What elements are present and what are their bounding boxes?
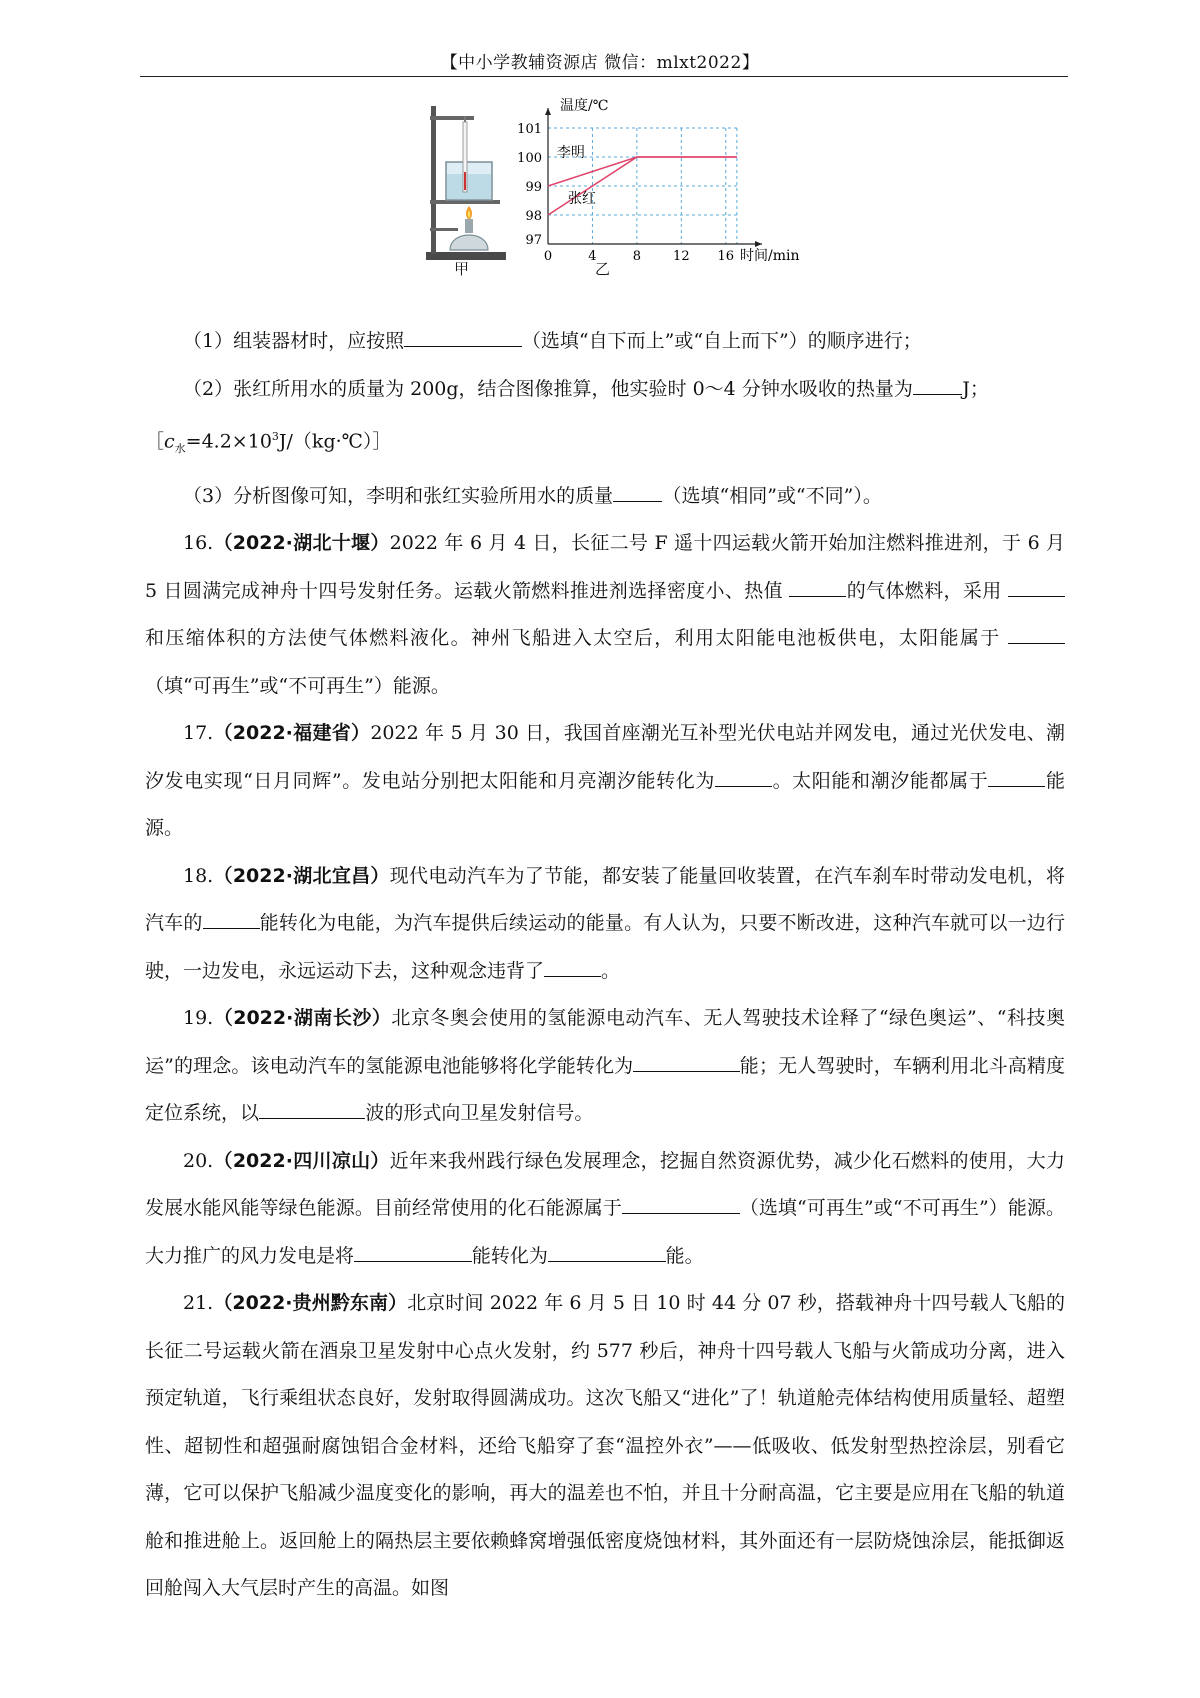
answer-blank[interactable] <box>913 374 962 395</box>
x-tick-label: 4 <box>588 249 597 264</box>
label-yi: 乙 <box>595 260 611 278</box>
question-20: 20.（2022·四川凉山）近年来我州践行绿色发展理念，挖掘自然资源优势，减少化石燃料的使用，大力发展水能风能等绿色能源。目前经常使用的化石能源属于 （选填“可再生”或“不可再生”）能源。大力推广的风力发电是将 能转化为 能。 <box>145 1149 1065 1267</box>
header-divider <box>140 76 1068 77</box>
x-axis-label: 时间/min <box>740 248 800 264</box>
q15-part2: （2）张红所用水的质量为 200g，结合图像推算，他实验时 0～4 分钟水吸收的热量为 J； <box>145 366 1065 414</box>
y-tick-label: 101 <box>517 122 542 137</box>
answer-blank[interactable] <box>789 576 846 597</box>
series-label: 李明 <box>556 145 585 161</box>
y-tick-label: 97 <box>525 233 542 248</box>
experiment-figure <box>420 96 810 306</box>
x-tick-label: 12 <box>673 249 690 264</box>
x-axis-arrow <box>755 241 762 247</box>
series-label: 张红 <box>568 190 596 207</box>
answer-blank[interactable] <box>544 956 601 977</box>
answer-blank[interactable] <box>1008 623 1065 644</box>
question-source: （2022·湖北十堰） <box>213 532 390 555</box>
answer-blank[interactable] <box>404 326 522 347</box>
page-header: 【中小学教辅资源店 微信：mlxt2022】 <box>440 53 760 73</box>
answer-blank[interactable] <box>1008 576 1065 597</box>
question-source: （2022·福建省） <box>213 722 371 745</box>
label-jia: 甲 <box>454 260 470 278</box>
q15-specific-heat: $[c_水=4.2\times 10^3J/(kg\cdot℃)]$ <box>145 430 392 456</box>
apparatus-illustration <box>420 102 510 272</box>
answer-blank[interactable] <box>622 1193 740 1214</box>
question-source: （2022·湖南长沙） <box>213 1007 392 1030</box>
x-tick-label: 0 <box>543 249 553 264</box>
answer-blank[interactable] <box>633 1051 739 1072</box>
x-tick-label: 16 <box>717 249 735 264</box>
question-16: 16.（2022·湖北十堰）2022 年 6 月 4 日，长征二号 F 遥十四运载火箭开始加注燃料推进剂，于 6 月 5 日圆满完成神舟十四号发射任务。运载火箭燃料推进剂选择密度小、热值 的气体燃料，采用 和压缩体积的方法使气体燃料液化。神州飞船进入太空后，利用太阳能电池板供电，太阳能属于 （填“可再生”或“不可再生”）能源。 <box>145 532 1065 697</box>
question-source: （2022·湖北宜昌） <box>213 864 390 887</box>
y-axis-arrow <box>545 108 551 115</box>
q15-part3: （3）分析图像可知，李明和张红实验所用水的质量 （选填“相同”或“不同”）。 <box>145 473 1065 521</box>
answer-blank[interactable] <box>988 766 1045 787</box>
answer-blank[interactable] <box>548 1241 666 1262</box>
y-tick-label: 99 <box>525 180 542 195</box>
question-source: （2022·四川凉山） <box>213 1149 390 1172</box>
q15-part1: （1）组装器材时，应按照 （选填“自下而上”或“自上而下”）的顺序进行； <box>145 318 1065 366</box>
question-19: 19.（2022·湖南长沙）北京冬奥会使用的氢能源电动汽车、无人驾驶技术诠释了“绿色奥运”、“科技奥运”的理念。该电动汽车的氢能源电池能够将化学能转化为 能；无人驾驶时，车辆利用北斗高精度定位系统，以 波的形式向卫星发射信号。 <box>145 1007 1065 1125</box>
question-source: （2022·贵州黔东南） <box>213 1292 408 1315</box>
question-21: 21.（2022·贵州黔东南）北京时间 2022 年 6 月 5 日 10 时 44 分 07 秒，搭载神舟十四号载人飞船的长征二号运载火箭在酒泉卫星发射中心点火发射，约 577 秒后，神舟十四号载人飞船与火箭成功分离，进入预定轨道，飞行乘组状态良好，发射取得圆满成功。这次飞船又“进化”了！轨道舱壳体结构使用质量轻、超塑性、超韧性和超强耐腐蚀铝合金材料，还给飞船穿了套“温控外衣”——低吸收、低发射型热控涂层，别看它薄，它可以保护飞船减少温度变化的影响，再大的温差也不怕，并且十分耐高温，它主要是应用在飞船的轨道舱和推进舱上。返回舱上的隔热层主要依赖蜂窝增强低密度烧蚀材料，其外面还有一层防烧蚀涂层，能抵御返回舱闯入大气层时产生的高温。如图 <box>145 1292 1065 1600</box>
question-content <box>145 318 1065 1613</box>
temperature-time-chart <box>500 96 800 276</box>
question-18: 18.（2022·湖北宜昌）现代电动汽车为了节能，都安装了能量回收装置，在汽车刹车时带动发电机，将汽车的 能转化为电能，为汽车提供后续运动的能量。有人认为，只要不断改进，这种汽车就可以一边行驶，一边发电，永远运动下去，这种观念违背了 。 <box>145 864 1065 982</box>
y-axis-label: 温度/℃ <box>560 98 609 114</box>
x-tick-label: 8 <box>632 249 642 264</box>
question-17: 17.（2022·福建省）2022 年 5 月 30 日，我国首座潮光互补型光伏电站并网发电，通过光伏发电、潮汐发电实现“日月同辉”。发电站分别把太阳能和月亮潮汐能转化为 。太阳能和潮汐能都属于 能源。 <box>145 722 1065 840</box>
series-line <box>548 157 737 186</box>
answer-blank[interactable] <box>259 1098 365 1119</box>
y-tick-label: 98 <box>525 209 542 224</box>
answer-blank[interactable] <box>354 1241 472 1262</box>
answer-blank[interactable] <box>203 908 260 929</box>
answer-blank[interactable] <box>715 766 772 787</box>
answer-blank[interactable] <box>613 481 662 502</box>
y-tick-label: 100 <box>517 151 542 166</box>
